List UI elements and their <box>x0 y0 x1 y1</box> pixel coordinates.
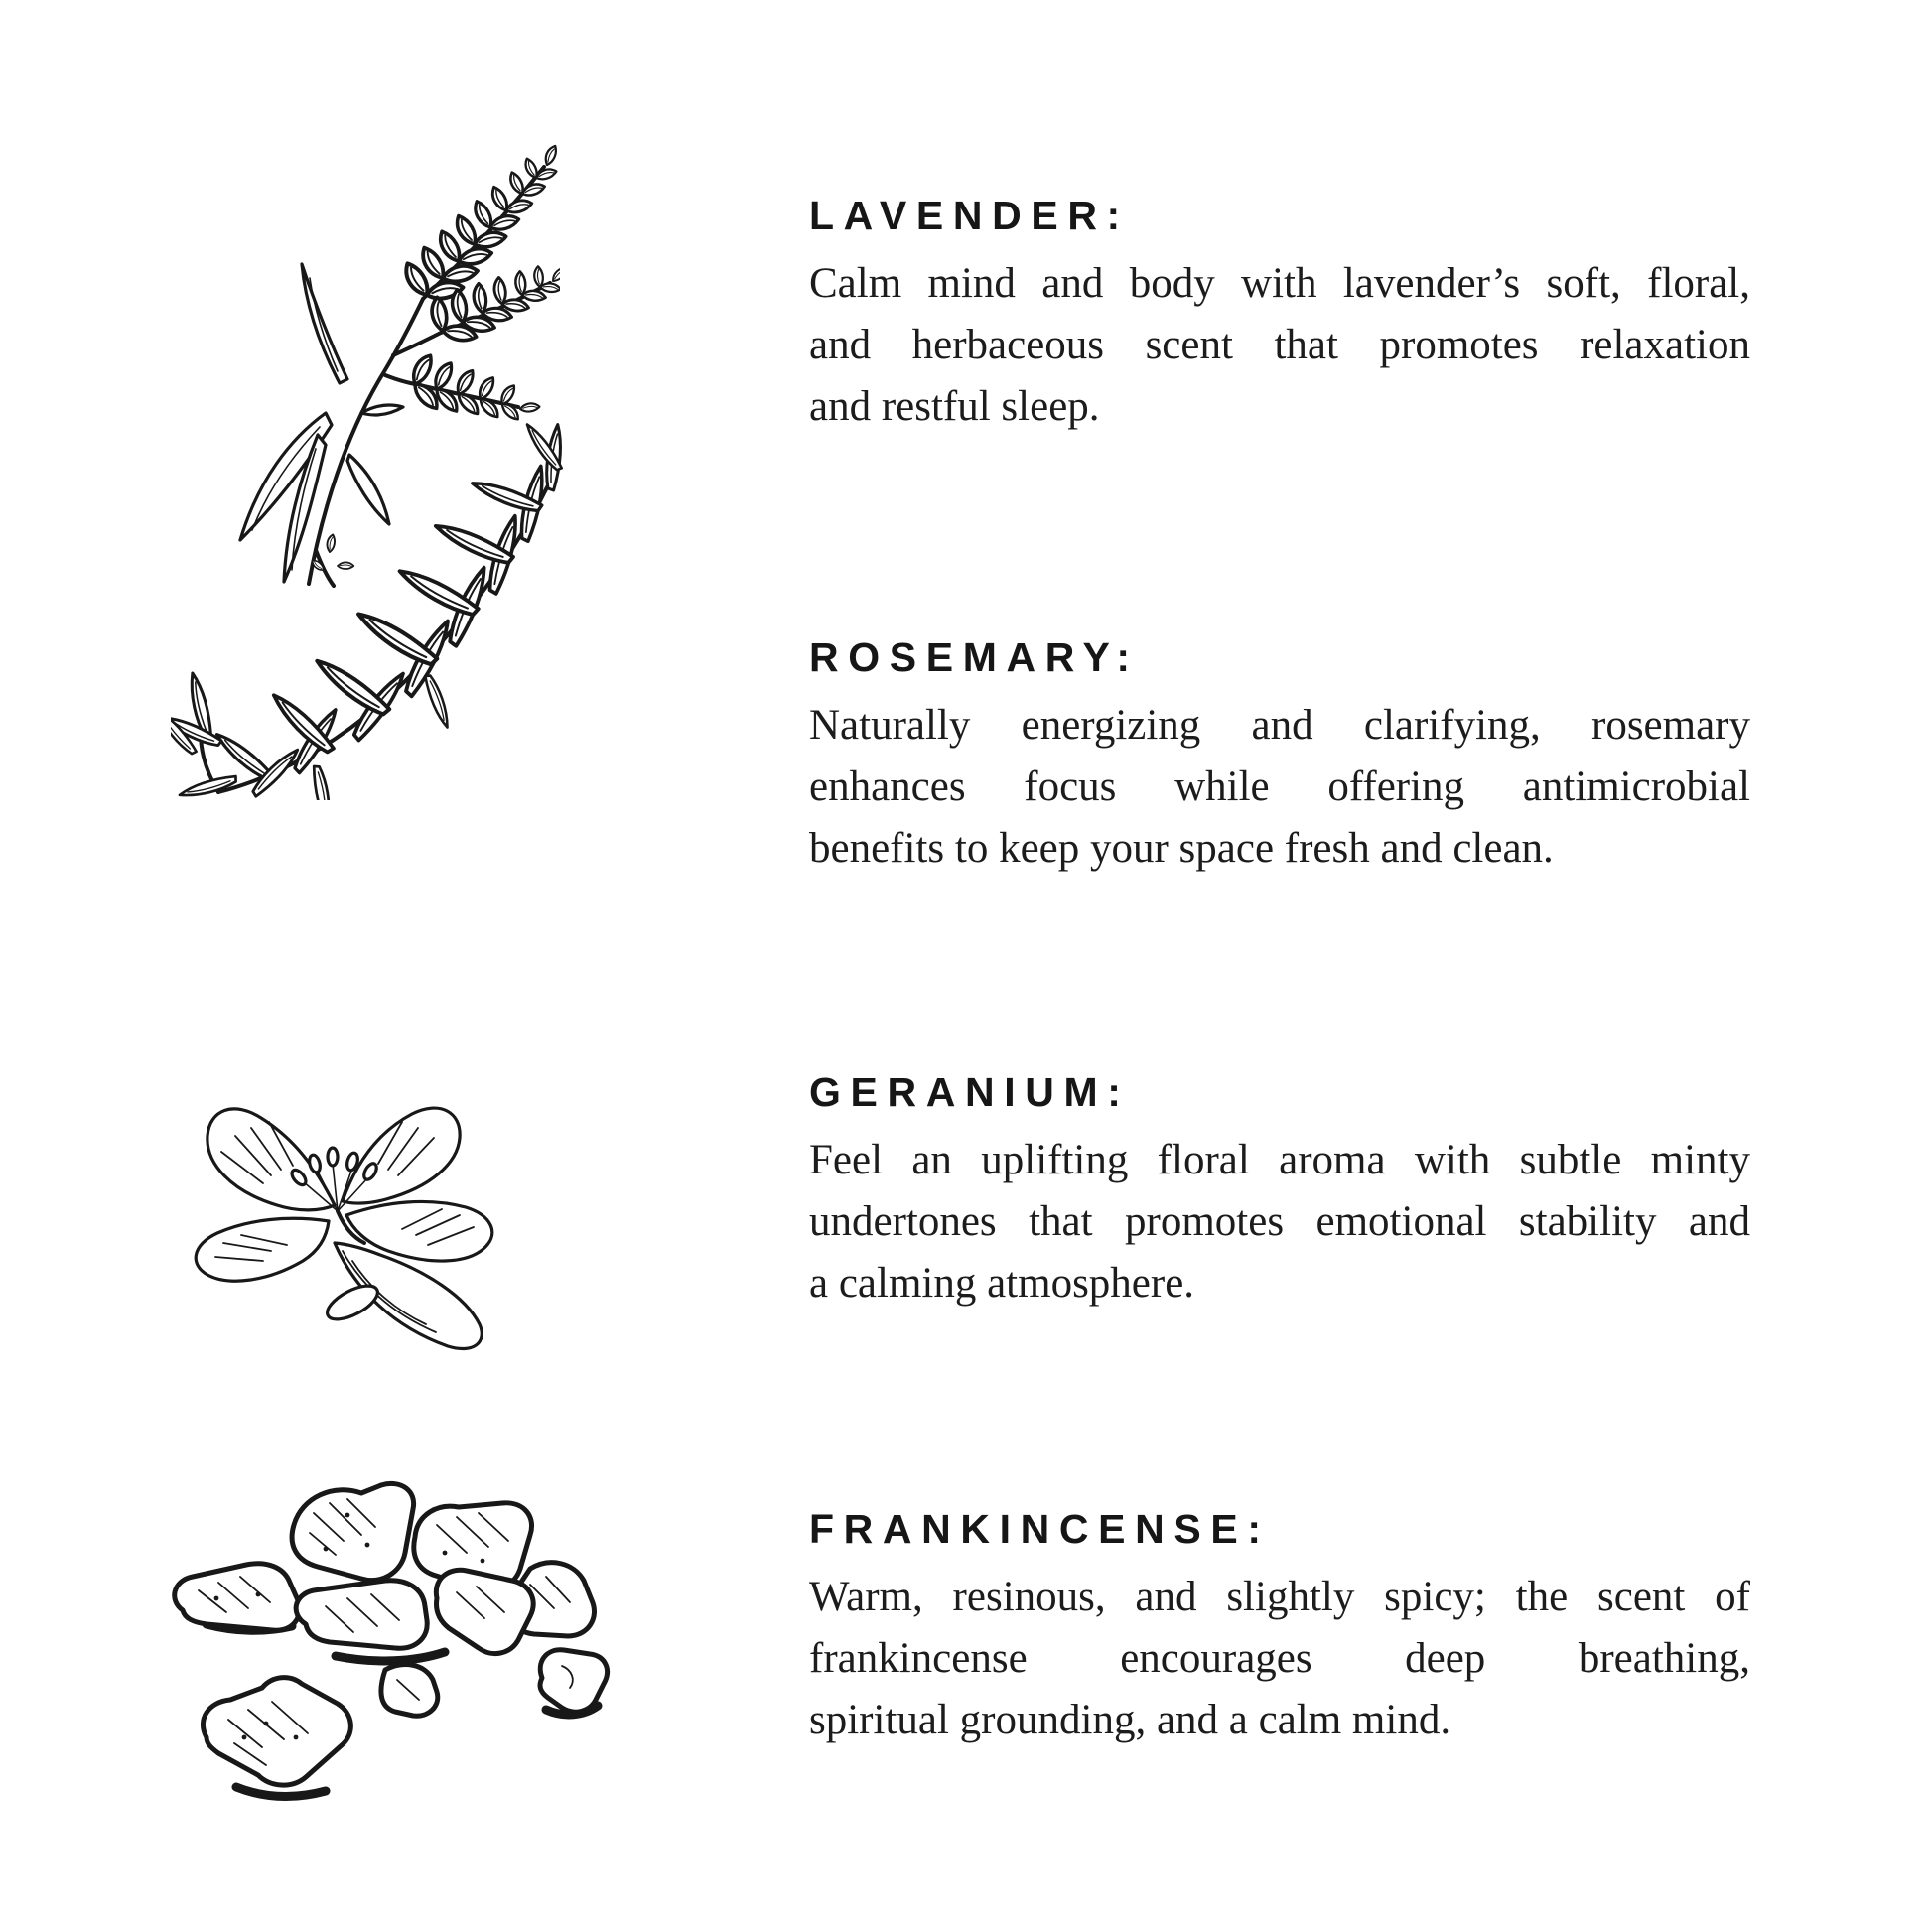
geranium-description-line: Feel an uplifting floral aroma with subtle minty <box>809 1137 1750 1183</box>
rosemary-heading: ROSEMARY: <box>809 634 1140 680</box>
rosemary-description-line: enhances focus while offering antimicrobial <box>809 763 1750 810</box>
frankincense-resin-icon <box>87 1449 618 1870</box>
rosemary-description-line: Naturally energizing and clarifying, rosemary <box>809 702 1750 749</box>
frankincense-description-line: frankincense encourages deep breathing, <box>809 1635 1750 1682</box>
frankincense-heading: FRANKINCENSE: <box>809 1506 1271 1552</box>
frankincense-description-line: spiritual grounding, and a calm mind. <box>809 1697 1451 1743</box>
ingredient-section-geranium <box>809 1069 1750 1314</box>
lavender-description-line: Calm mind and body with lavender’s soft, floral, <box>809 260 1750 307</box>
ingredient-section-lavender <box>809 193 1750 438</box>
geranium-heading: GERANIUM: <box>809 1069 1131 1115</box>
lavender-description-line: and herbaceous scent that promotes relaxation <box>809 322 1750 368</box>
lavender-heading: LAVENDER: <box>809 193 1130 238</box>
frankincense-description-line: Warm, resinous, and slightly spicy; the scent of <box>809 1574 1750 1620</box>
geranium-description-line: undertones that promotes emotional stability and <box>809 1198 1750 1245</box>
geranium-description-line: a calming atmosphere. <box>809 1260 1195 1307</box>
rosemary-sprig-icon <box>171 403 604 800</box>
lavender-description-line: and restful sleep. <box>809 383 1100 430</box>
rosemary-sprig-illustration <box>171 403 604 800</box>
frankincense-resin-illustration <box>87 1449 618 1870</box>
rosemary-description-line: benefits to keep your space fresh and clean. <box>809 825 1554 872</box>
geranium-flower-icon <box>132 1052 553 1388</box>
geranium-flower-illustration <box>132 1052 553 1388</box>
ingredient-section-rosemary <box>809 634 1750 880</box>
ingredient-section-frankincense <box>809 1506 1750 1751</box>
